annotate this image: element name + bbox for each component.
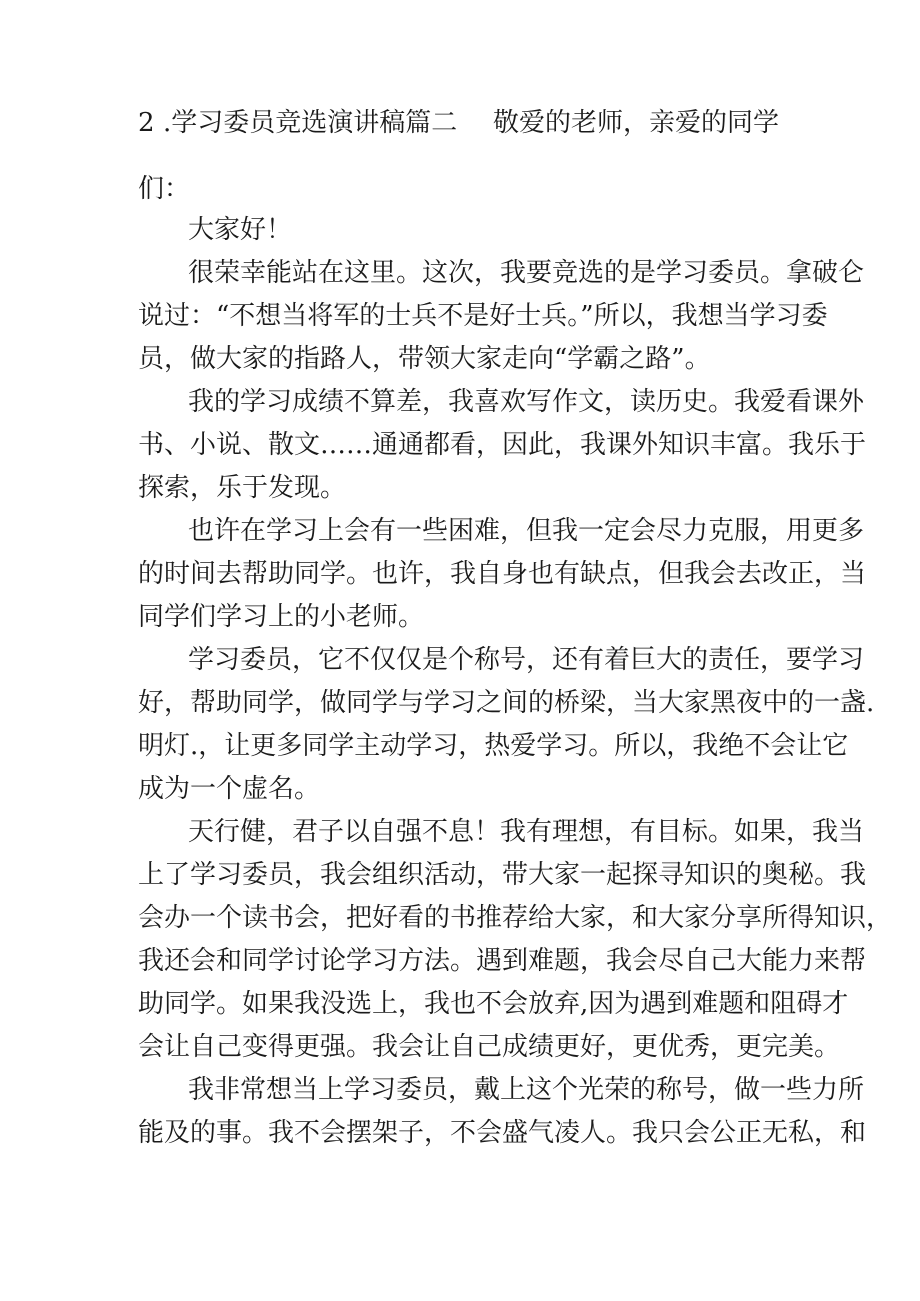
body-line: 成为一个虚名。 [138,774,321,804]
body-line: 也许在学习上会有一些困难，但我一定会尽力克服，用更多 [188,516,865,546]
heading-number: 2 [138,108,155,138]
body-line: 我的学习成绩不算差，我喜欢写作文，读历史。我爱看课外 [188,387,865,417]
body-line: 明灯.，让更多同学主动学习，热爱学习。所以，我绝不会让它 [138,731,849,761]
heading-title: .学习委员竞选演讲稿篇二 [163,108,458,138]
body-line: 们： [138,174,191,204]
body-line: 说过：“不想当将军的士兵不是好士兵。”所以，我想当学习委 [138,301,828,331]
greeting-text: 敬爱的老师，亲爱的同学 [493,108,780,138]
body-line: 我非常想当上学习委员，戴上这个光荣的称号，做一些力所 [188,1075,865,1105]
body-line: 书、小说、散文……通通都看，因此，我课外知识丰富。我乐于 [138,430,867,460]
body-line: 会办一个读书会，把好看的书推荐给大家，和大家分享所得知识， [138,903,893,933]
body-line: 我还会和同学讨论学习方法。遇到难题，我会尽自己大能力来帮 [138,946,867,976]
body-line: 探索，乐于发现。 [138,473,347,503]
body-line: 好，帮助同学，做同学与学习之间的桥梁，当大家黑夜中的一盏. [138,688,875,718]
body-line: 的时间去帮助同学。也许，我自身也有缺点，但我会去改正，当 [138,559,867,589]
body-line: 学习委员，它不仅仅是个称号，还有着巨大的责任，要学习 [188,645,865,675]
body-line: 很荣幸能站在这里。这次，我要竞选的是学习委员。拿破仑 [188,258,865,288]
body-line: 员，做大家的指路人，带领大家走向“学霸之路”。 [138,344,711,374]
body-line: 同学们学习上的小老师。 [138,602,425,632]
body-line: 上了学习委员，我会组织活动，带大家一起探寻知识的奥秘。我 [138,860,867,890]
body-line: 会让自己变得更强。我会让自己成绩更好，更优秀，更完美。 [138,1032,841,1062]
body-line: 天行健，君子以自强不息！我有理想，有目标。如果，我当 [188,817,865,847]
body-line: 助同学。如果我没选上，我也不会放弃,因为遇到难题和阻碍才 [138,989,849,1019]
body-line: 大家好！ [188,215,293,245]
body-line: 能及的事。我不会摆架子，不会盛气凌人。我只会公正无私，和 [138,1118,867,1148]
